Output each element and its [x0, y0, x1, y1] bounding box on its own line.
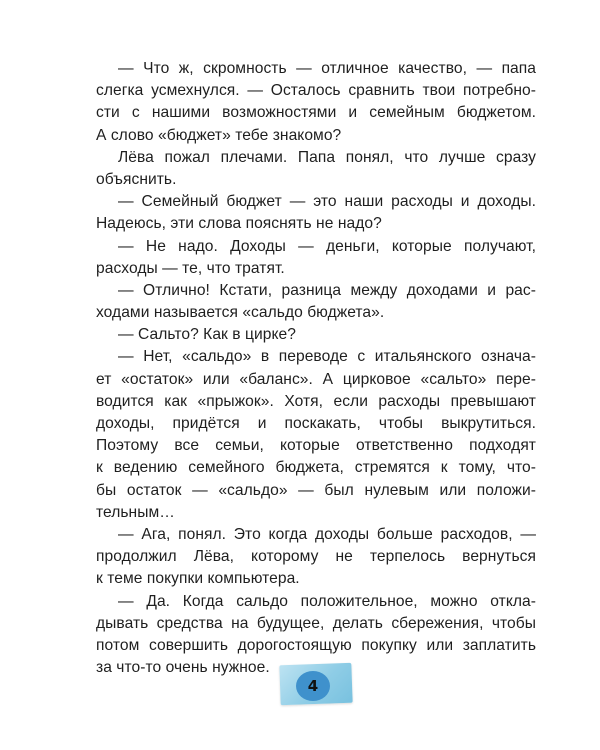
- page-number: 4: [296, 671, 330, 701]
- text-line: Поэтому все семьи, которые ответственно подходят: [96, 437, 536, 455]
- text-line: ходами называется «сальдо бюджета».: [96, 304, 385, 322]
- text-line: — Сальто? Как в цирке?: [118, 326, 296, 344]
- text-line: тельным…: [96, 503, 175, 521]
- paragraph: [96, 236, 536, 280]
- text-line: слегка усмехнулся. — Осталось сравнить твои потребно-: [96, 82, 536, 100]
- text-line: — Ага, понял. Это когда доходы больше расходов, —: [118, 525, 536, 543]
- body-text: [96, 58, 536, 679]
- paragraph: [96, 524, 536, 591]
- text-line: продолжил Лёва, которому не терпелось вернуться: [96, 548, 536, 566]
- text-line: за что-то очень нужное.: [96, 659, 270, 677]
- text-line: А слово «бюджет» тебе знакомо?: [96, 126, 342, 144]
- text-line: сти с нашими возможностями и семейным бюджетом.: [96, 104, 536, 122]
- paragraph: [96, 147, 536, 191]
- paragraph: [96, 324, 536, 346]
- text-line: Надеюсь, эти слова пояснять не надо?: [96, 215, 382, 233]
- text-line: расходы — те, что тратят.: [96, 259, 285, 277]
- paragraph: [96, 191, 536, 235]
- text-line: объяснить.: [96, 170, 177, 188]
- text-line: — Да. Когда сальдо положительное, можно откла-: [118, 592, 536, 610]
- text-line: потом совершить дорогостоящую покупку или заплатить: [96, 636, 536, 654]
- text-line: к ведению семейного бюджета, стремятся к тому, что-: [96, 459, 536, 477]
- paragraph: [96, 280, 536, 324]
- paragraph: [96, 346, 536, 524]
- text-line: — Нет, «сальдо» в переводе с итальянского означа-: [118, 348, 536, 366]
- text-line: к теме покупки компьютера.: [96, 570, 300, 588]
- text-line: дывать средства на будущее, делать сбережения, чтобы: [96, 614, 536, 632]
- text-line: бы остаток — «сальдо» — был нулевым или положи-: [96, 481, 536, 499]
- text-line: — Что ж, скромность — отличное качество, — папа: [118, 60, 536, 77]
- text-line: водится как «прыжок». Хотя, если расходы превышают: [96, 392, 536, 410]
- text-line: доходы, придётся и поскакать, чтобы выкрутиться.: [96, 415, 536, 432]
- text-line: ет «остаток» или «баланс». А цирковое «сальто» пере-: [96, 370, 536, 388]
- text-line: Лёва пожал плечами. Папа понял, что лучше сразу: [118, 148, 536, 166]
- paragraph: [96, 58, 536, 147]
- text-line: — Не надо. Доходы — деньги, которые получают,: [118, 237, 536, 255]
- text-line: — Семейный бюджет — это наши расходы и доходы.: [118, 193, 536, 211]
- text-line: — Отлично! Кстати, разница между доходами и рас-: [118, 281, 536, 299]
